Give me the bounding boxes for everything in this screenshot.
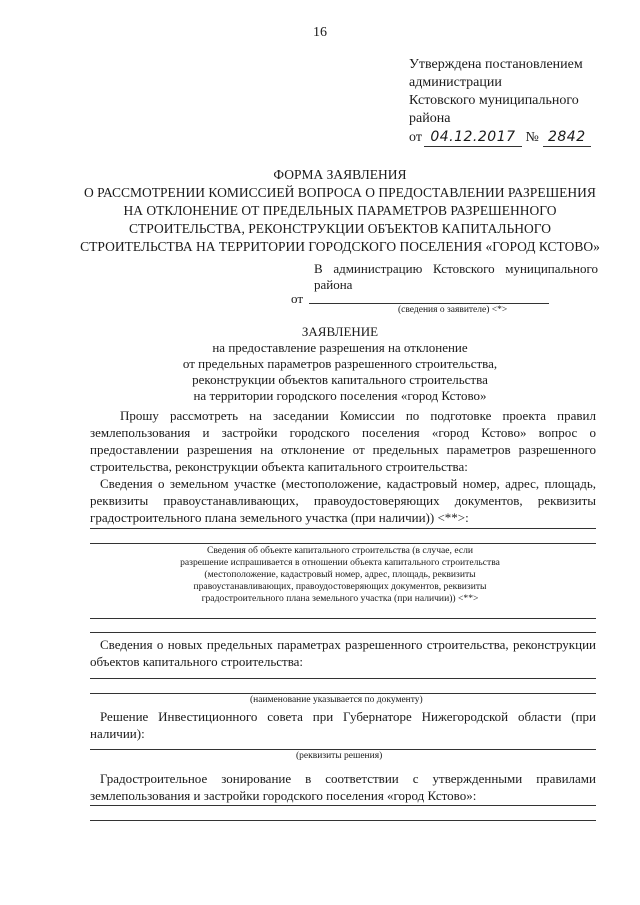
approval-line: администрации (409, 75, 502, 90)
investment-council-paragraph: Решение Инвестиционного совета при Губернаторе Нижегородской области (при наличии): (90, 709, 596, 741)
approval-block (409, 56, 591, 147)
addressee-line: В администрацию Кстовского муниципального (314, 261, 598, 276)
caption-line: (местоположение, кадастровый номер, адрес, площадь, реквизиты (204, 569, 476, 580)
caption-line: градостроительного плана земельного участка (при наличии)) <**> (201, 593, 479, 604)
approval-line: Кстовского муниципального (409, 93, 579, 108)
caption-line: Сведения об объекте капитального строительства (в случае, если (206, 545, 474, 556)
date-prefix: от (409, 130, 422, 145)
approval-date-line (409, 128, 591, 147)
land-plot-paragraph: Сведения о земельном участке (местоположение, кадастровый номер, адрес, площадь, реквизиты правоустанавливающих, правоудостоверяющих документов, реквизиты градостроительного плана земельного участка (при наличии)) <**>: (90, 476, 596, 525)
application-title-line: на предоставление разрешения на отклонение (212, 340, 468, 355)
application-title-line: ЗАЯВЛЕНИЕ (301, 324, 379, 339)
form-title-line: ФОРМА ЗАЯВЛЕНИЯ (273, 167, 407, 182)
name-by-document-caption: (наименование указывается по документу) (250, 695, 423, 705)
new-parameters-paragraph: Сведения о новых предельных параметрах разрешенного строительства, реконструкции объектов капитального строительства: (90, 637, 596, 669)
fill-line[interactable] (90, 693, 596, 694)
fill-line[interactable] (90, 678, 596, 679)
applicant-field[interactable] (309, 303, 549, 304)
form-title-line: НА ОТКЛОНЕНИЕ ОТ ПРЕДЕЛЬНЫХ ПАРАМЕТРОВ РАЗРЕШЕННОГО (123, 203, 557, 218)
application-title-line: от предельных параметров разрешенного строительства, (182, 356, 498, 371)
number-prefix: № (525, 130, 539, 145)
handwritten-number: 2842 (543, 128, 591, 147)
object-info-caption (140, 545, 540, 605)
application-title-line: реконструкции объектов капитального строительства (192, 372, 488, 387)
form-title (60, 166, 620, 256)
decision-details-caption: (реквизиты решения) (296, 751, 383, 761)
fill-line[interactable] (90, 632, 596, 633)
page-number: 16 (313, 25, 327, 40)
from-label: от (291, 291, 304, 306)
approval-line: Утверждена постановлением (409, 57, 583, 72)
fill-line[interactable] (90, 543, 596, 544)
form-title-line: СТРОИТЕЛЬСТВА НА ТЕРРИТОРИИ ГОРОДСКОГО ПОСЕЛЕНИЯ «ГОРОД КСТОВО» (80, 239, 600, 254)
application-title-line: на территории городского поселения «город Кстово» (193, 388, 487, 403)
fill-line[interactable] (90, 528, 596, 529)
form-title-line: О РАССМОТРЕНИИ КОМИССИЕЙ ВОПРОСА О ПРЕДОСТАВЛЕНИИ РАЗРЕШЕНИЯ (84, 185, 596, 200)
fill-line[interactable] (90, 749, 596, 750)
caption-line: правоустанавливающих, правоудостоверяющих документов, реквизиты (193, 581, 487, 592)
handwritten-date: 04.12.2017 (424, 128, 522, 147)
request-paragraph: Прошу рассмотреть на заседании Комиссии по подготовке проекта правил землепользования и застройки городского поселения «город Кстово» вопрос о предоставлении разрешения на отклонение от предельных параметров разрешенного строительства, реконструкции объекта капитального строительства: (90, 408, 596, 474)
zoning-paragraph: Градостроительное зонирование в соответствии с утвержденными правилами землепользования и застройки городского поселения «город Кстово»: (90, 771, 596, 803)
fill-line[interactable] (90, 805, 596, 806)
application-title (60, 324, 620, 404)
addressee-line-2: района (314, 277, 353, 292)
fill-line[interactable] (90, 618, 596, 619)
fill-line[interactable] (90, 820, 596, 821)
approval-line: района (409, 111, 451, 126)
form-title-line: СТРОИТЕЛЬСТВА, РЕКОНСТРУКЦИИ ОБЪЕКТОВ КАПИТАЛЬНОГО (129, 221, 551, 236)
applicant-caption: (сведения о заявителе) <*> (398, 305, 508, 315)
caption-line: разрешение испрашивается в отношении объекта капитального строительства (180, 557, 500, 568)
